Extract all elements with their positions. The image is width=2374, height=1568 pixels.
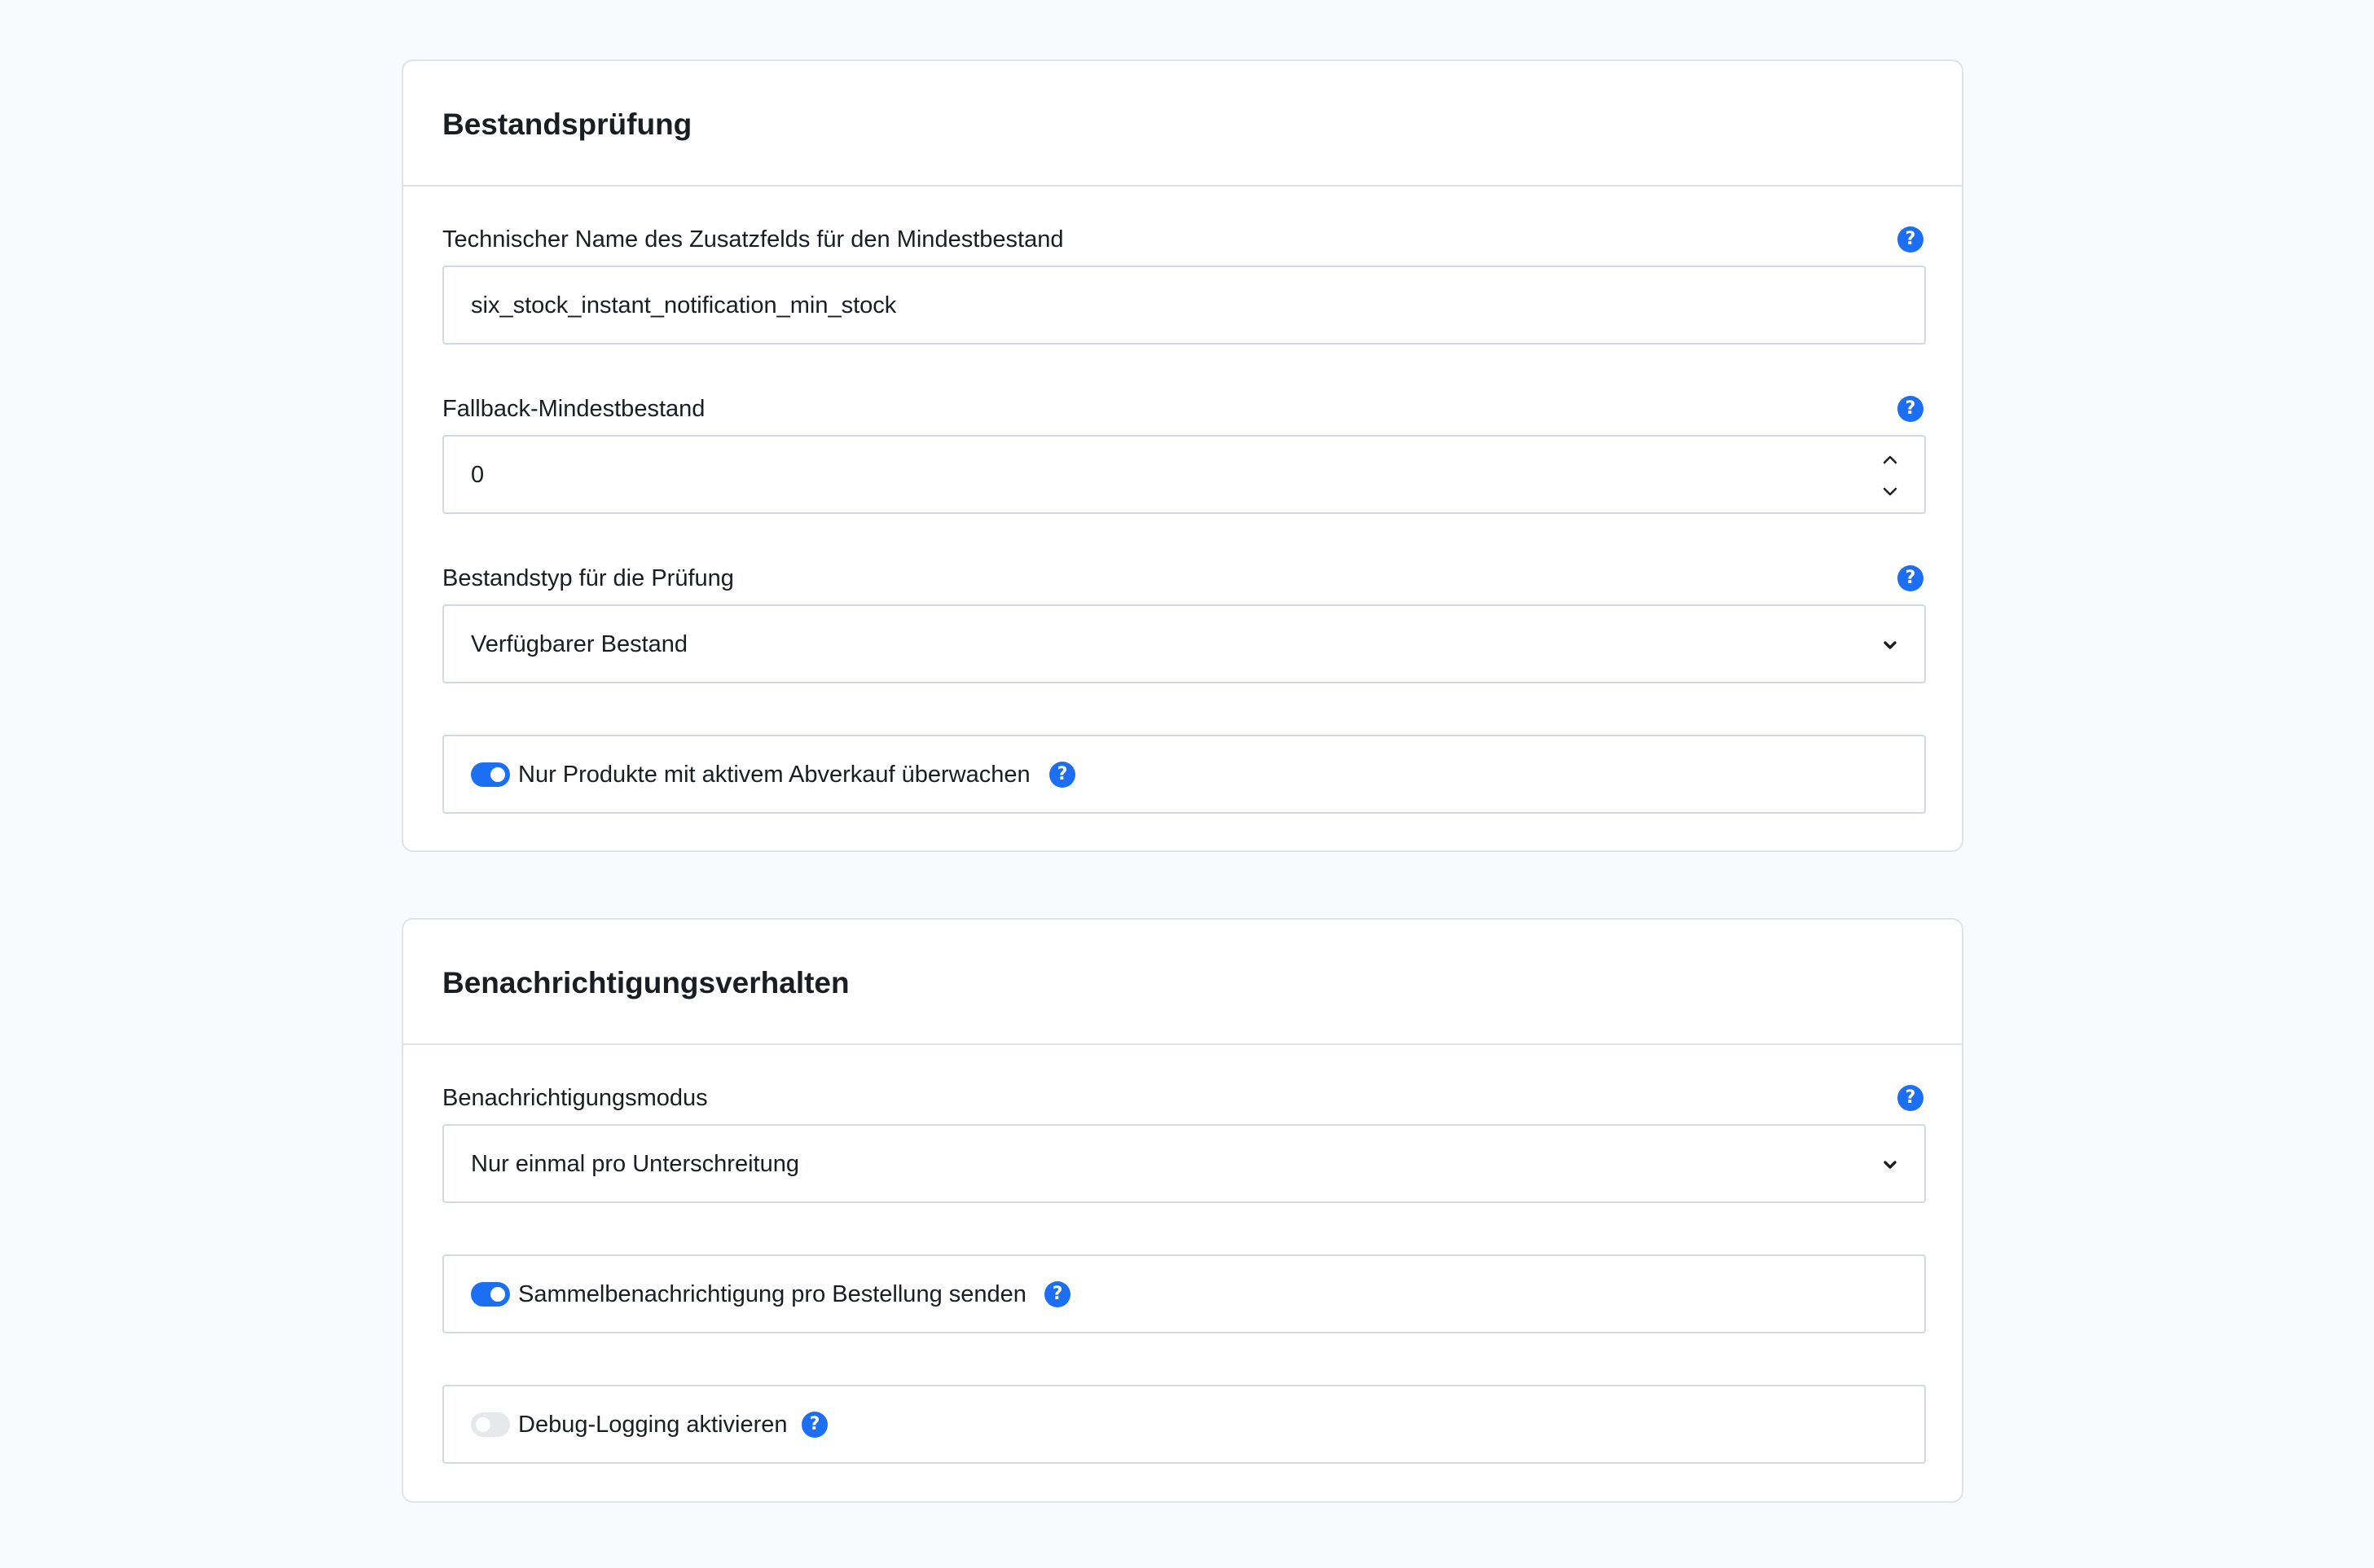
min-stock-field-input[interactable] — [442, 266, 1926, 345]
chevron-down-icon — [1880, 635, 1900, 655]
stock-check-card-header — [403, 61, 1962, 187]
notification-behavior-title: Benachrichtigungsverhalten — [442, 966, 850, 999]
notification-mode-selected: Nur einmal pro Unterschreitung — [471, 1151, 799, 1177]
only-closeout-toggle[interactable] — [471, 762, 510, 787]
min-stock-field-label: Technischer Name des Zusatzfelds für den Mindestbestand — [442, 226, 1064, 253]
number-stepper-icon[interactable] — [1880, 448, 1900, 502]
fallback-min-stock-value: 0 — [471, 462, 485, 488]
collective-notification-toggle[interactable] — [471, 1282, 510, 1307]
help-icon[interactable]: ? — [1897, 226, 1923, 253]
only-closeout-row — [442, 735, 1926, 814]
help-icon[interactable]: ? — [1897, 565, 1923, 591]
collective-notification-label: Sammelbenachrichtigung pro Bestellung senden — [518, 1281, 1027, 1307]
debug-logging-toggle[interactable] — [471, 1412, 510, 1437]
chevron-down-icon — [1880, 1155, 1900, 1175]
fallback-min-stock-input[interactable] — [442, 435, 1926, 514]
notification-behavior-card-header — [403, 920, 1962, 1045]
help-icon[interactable]: ? — [1897, 396, 1923, 422]
help-icon[interactable]: ? — [1044, 1281, 1070, 1307]
notification-mode-label: Benachrichtigungsmodus — [442, 1085, 708, 1111]
stock-check-title: Bestandsprüfung — [442, 108, 692, 141]
debug-logging-label: Debug-Logging aktivieren — [518, 1412, 788, 1438]
notification-behavior-card — [402, 918, 1963, 1503]
stock-type-selected: Verfügbarer Bestand — [471, 631, 688, 657]
min-stock-field-value: six_stock_instant_notification_min_stock — [471, 292, 897, 318]
help-icon[interactable]: ? — [1049, 762, 1075, 788]
help-icon[interactable]: ? — [1897, 1085, 1923, 1111]
fallback-min-stock-label: Fallback-Mindestbestand — [442, 396, 706, 422]
help-icon[interactable]: ? — [802, 1412, 828, 1438]
notification-mode-select[interactable] — [442, 1124, 1926, 1203]
collective-notification-row — [442, 1254, 1926, 1333]
only-closeout-label: Nur Produkte mit aktivem Abverkauf überwachen — [518, 762, 1031, 788]
debug-logging-row — [442, 1385, 1926, 1464]
stock-check-card — [402, 59, 1963, 852]
stock-type-label: Bestandstyp für die Prüfung — [442, 565, 734, 591]
stock-type-select[interactable] — [442, 604, 1926, 683]
